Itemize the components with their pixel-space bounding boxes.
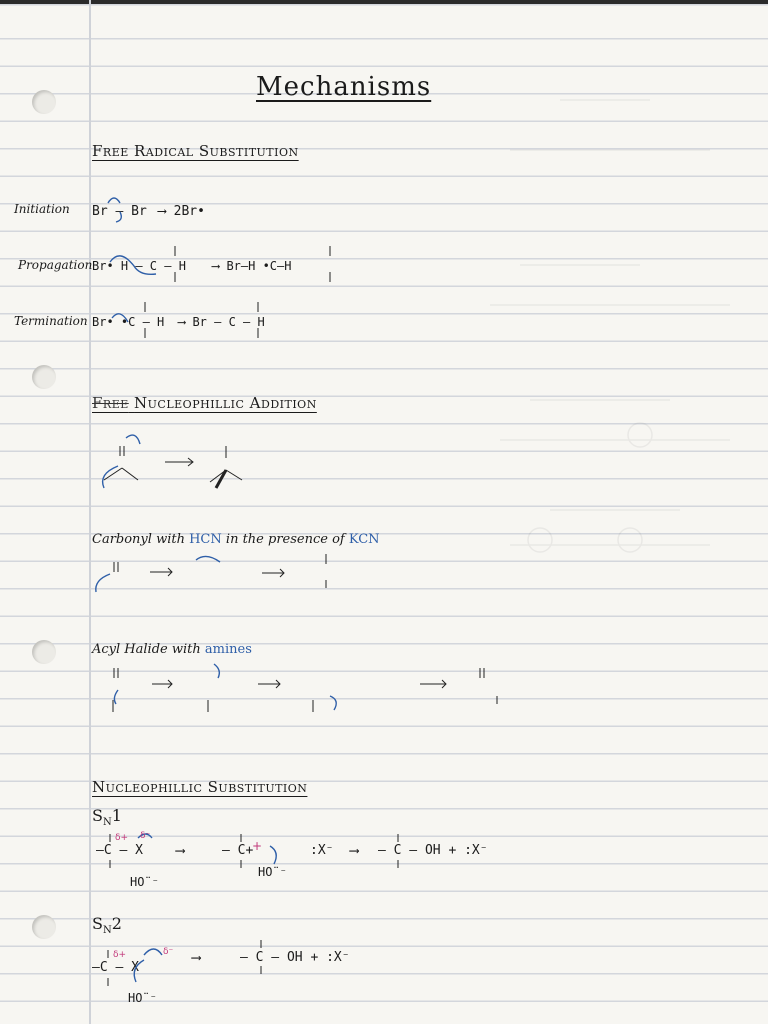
svg-text:δ+: δ+ — [113, 950, 127, 960]
punch-hole — [32, 915, 56, 939]
heading-free-radical: Free Radical Substitution — [92, 142, 299, 160]
svg-text:δ⁻: δ⁻ — [163, 947, 174, 957]
heading-text: Nucleophillic Addition — [134, 394, 317, 412]
sn2-product: – C – OH + :X⁻ — [240, 950, 350, 965]
initiation-reactant: Br – Br — [92, 204, 147, 219]
sn2-sub: N — [102, 925, 112, 937]
heading-nucleophilic-addition — [92, 394, 317, 412]
sn1-arrow-2: ⟶ — [350, 843, 359, 859]
margin-line — [89, 0, 91, 1024]
sn2-arrow: ⟶ — [192, 950, 201, 966]
acyl-halide-note — [92, 642, 252, 657]
termination-reactant: Br• •C – H — [92, 315, 165, 329]
svg-text:+: + — [252, 839, 263, 853]
punch-hole — [32, 640, 56, 664]
termination-label: Termination — [14, 314, 88, 328]
page-edge-shadow — [0, 0, 768, 4]
sn1-leaving-group: :X⁻ — [310, 843, 334, 858]
page-title: Mechanisms — [256, 72, 432, 102]
kcn-text: KCN — [348, 532, 380, 547]
sn1-nucleophile: HO¨⁻ — [130, 875, 159, 889]
carbonyl-note — [92, 532, 380, 547]
sn1-label — [92, 806, 122, 828]
propagation-product: ⟶ Br–H •C–H — [212, 259, 292, 273]
sn1-num: 1 — [111, 806, 122, 825]
amines-text: amines — [204, 642, 252, 657]
sn1-mid-nucleophile: HO¨⁻ — [258, 865, 287, 879]
punch-hole — [32, 365, 56, 389]
sn1-arrow-1: ⟶ — [176, 843, 185, 859]
sn1-s: S — [92, 806, 103, 825]
bleed-through-marks — [470, 90, 760, 570]
punch-hole — [32, 90, 56, 114]
sn2-reactant: –C – X — [92, 960, 139, 975]
svg-text:δ+: δ+ — [115, 833, 129, 843]
struck-word: Free — [92, 394, 129, 412]
sn1-sub: N — [102, 817, 112, 829]
acyl-text: Acyl Halide with — [92, 642, 201, 657]
svg-text:δ⁻: δ⁻ — [140, 831, 151, 841]
initiation-label: Initiation — [14, 202, 70, 216]
sn1-product: – C – OH + :X⁻ — [378, 843, 488, 858]
initiation-product: ⟶ 2Br• — [158, 204, 205, 219]
propagation-reactant: Br• H – C – H — [92, 259, 186, 273]
presence-text: in the presence of — [225, 532, 345, 547]
carbonyl-text: Carbonyl with — [92, 532, 185, 547]
sn2-nucleophile: HO¨⁻ — [128, 991, 157, 1005]
hcn-text: HCN — [189, 532, 222, 547]
sn2-s: S — [92, 914, 103, 933]
sn1-carbocation: – C+ — [222, 843, 254, 858]
propagation-label: Propagation — [18, 258, 93, 272]
sn2-num: 2 — [111, 914, 122, 933]
sn1-reactant: –C – X — [96, 843, 143, 858]
heading-nucleophilic-substitution: Nucleophillic Substitution — [92, 778, 308, 796]
termination-product: ⟶ Br – C – H — [178, 315, 265, 329]
sn2-label — [92, 914, 122, 936]
